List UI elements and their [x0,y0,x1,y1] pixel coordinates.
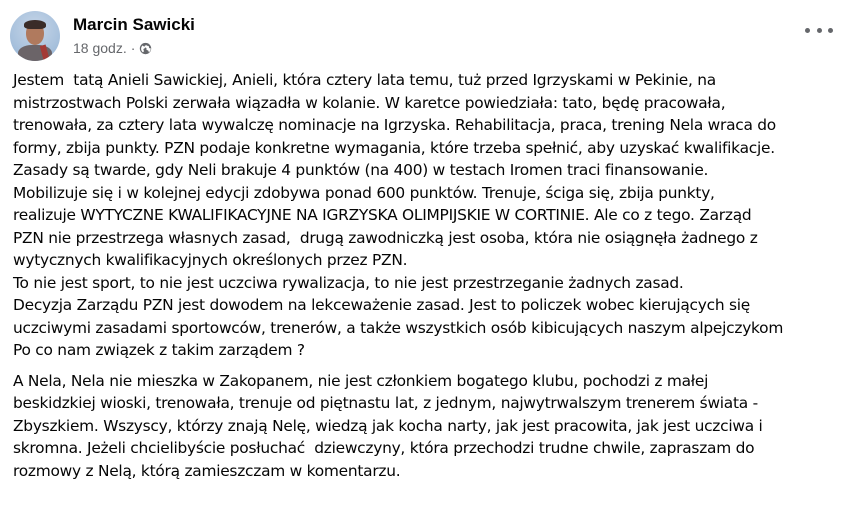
text-line: skromna. Jeżeli chcielibyście posłuchać dziewczyny, która przechodzi trudne chwile, zapraszam do [13,439,755,457]
more-options-button[interactable] [805,22,833,38]
text-line: Decyzja Zarządu PZN jest dowodem na lekceważenie zasad. Jest to policzek wobec kierujących się [13,296,750,314]
ellipsis-icon-dot [828,28,833,33]
author-avatar[interactable] [10,11,60,61]
text-line: Zasady są twarde, gdy Neli brakuje 4 punktów (na 400) w testach Iromen traci finansowanie. [13,161,709,179]
text-line: rozmowy z Nelą, którą zamieszczam w komentarzu. [13,461,401,480]
text-line: realizuje WYTYCZNE KWALIFIKACYJNE NA IGRZYSKA OLIMPIJSKIE W CORTINIE. Ale co z tego. Zarząd [13,206,752,224]
post-paragraph-1 [13,69,849,362]
text-line: beskidzkiej wioski, trenowała, trenuje od piętnastu lat, z jednym, najwytrwalszym trenerem świata - [13,394,758,412]
text-line: PZN nie przestrzega własnych zasad, drugą zawodniczką jest osoba, która nie osiągnęła żadnego z [13,228,758,247]
post-body [13,69,849,482]
post-timestamp[interactable]: 18 godz. [73,40,127,56]
avatar-hair-shape [24,20,46,29]
post-meta [73,15,195,57]
post-header [10,10,195,62]
post-subline [73,39,195,57]
text-line: Zbyszkiem. Wszyscy, którzy znają Nelę, wiedzą jak kocha narty, jak jest pracowita, jak jest uczciwa i [13,416,763,435]
ellipsis-icon-dot [817,28,822,33]
globe-icon[interactable] [139,42,152,55]
ellipsis-icon-dot [805,28,810,33]
text-line: Mobilizuje się i w kolejnej edycji zdobywa ponad 600 punktów. Trenuje, ściga się, zbija punkty, [13,183,715,202]
text-line: formy, zbija punkty. PZN podaje konkretne wymagania, które trzeba spełnić, aby uzyskać kwalifikacje. [13,138,775,157]
meta-separator: · [130,40,136,56]
text-line: trenowała, za cztery lata wywalczę nominacje na Igrzyska. Rehabilitacja, praca, trening Nela wraca do [13,116,776,134]
text-line: wytycznych kwalifikacyjnych określonych przez PZN. [13,251,408,269]
text-line: uczciwymi zasadami sportowców, trenerów, a także wszystkich osób kibicujących naszym alpejczykom [13,318,784,337]
text-line: mistrzostwach Polski zerwała wiązadła w kolanie. W karetce powiedziała: tato, będę pracowała, [13,93,726,112]
text-line: A Nela, Nela nie mieszka w Zakopanem, nie jest członkiem bogatego klubu, pochodzi z małej [13,371,709,390]
text-line: To nie jest sport, to nie jest uczciwa rywalizacja, to nie jest przestrzeganie żadnych zasad. [13,273,684,292]
text-line: Jestem tatą Anieli Sawickiej, Anieli, która cztery lata temu, tuż przed Igrzyskami w Pekinie, na [13,71,716,89]
text-line: Po co nam związek z takim zarządem ? [13,341,305,359]
post-paragraph-2 [13,370,849,483]
paragraph-spacer [13,362,849,370]
author-name[interactable]: Marcin Sawicki [73,15,195,34]
